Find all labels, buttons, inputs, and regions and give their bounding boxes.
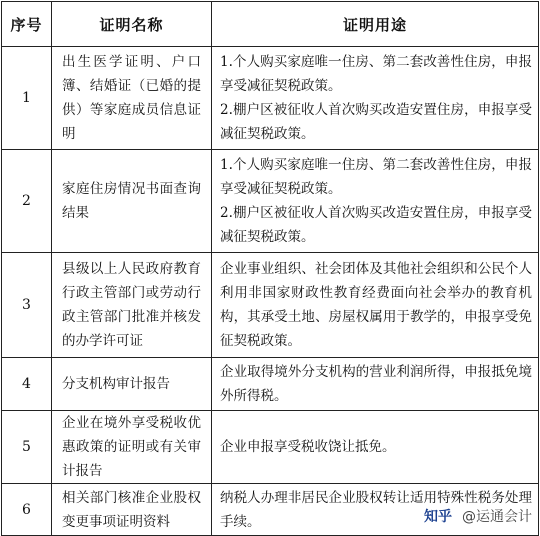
row-certificate-name: 相关部门核准企业股权变更事项证明资料 [52, 484, 212, 536]
table-header-row [2, 2, 539, 47]
use-item: 企业取得境外分支机构的营业利润所得，申报抵免境外所得税。 [220, 364, 532, 404]
row-certificate-use [212, 150, 539, 253]
row-certificate-use [212, 411, 539, 484]
row-certificate-name: 出生医学证明、户口簿、结婚证（已婚的提供）等家庭成员信息证明 [52, 47, 212, 150]
row-certificate-name: 县级以上人民政府教育行政主管部门或劳动行政主管部门批准并核发的办学许可证 [52, 253, 212, 358]
watermark-account: @运通会计 [462, 509, 532, 525]
zhihu-logo: 知乎 [424, 509, 452, 525]
row-index: 3 [2, 253, 52, 358]
header-use: 证明用途 [212, 2, 539, 47]
row-index: 6 [2, 484, 52, 536]
row-certificate-name: 企业在境外享受税收优惠政策的证明或有关审计报告 [52, 411, 212, 484]
use-item: 企业事业组织、社会团体及其他社会组织和公民个人利用非国家财政性教育经费面向社会举办的教育机构，其承受土地、房屋权属用于教学的，申报享受免征契税政策。 [220, 261, 532, 349]
use-item: 纳税人办理非居民企业股权转让适用特殊性税务处理手续。 [220, 489, 532, 530]
watermark [424, 506, 532, 526]
table-row [2, 47, 539, 150]
row-certificate-use [212, 358, 539, 411]
row-certificate-name: 家庭住房情况书面查询结果 [52, 150, 212, 253]
use-item: 2.棚户区被征收人首次购买改造安置住房，申报享受减征契税政策。 [220, 102, 532, 142]
use-item: 1.个人购买家庭唯一住房、第二套改善性住房，申报享受减征契税政策。 [220, 157, 532, 197]
table-row [2, 150, 539, 253]
use-item: 1.个人购买家庭唯一住房、第二套改善性住房，申报享受减征契税政策。 [220, 54, 532, 94]
row-certificate-use [212, 253, 539, 358]
row-index: 2 [2, 150, 52, 253]
table-row [2, 253, 539, 358]
header-index: 序号 [2, 2, 52, 47]
table-row [2, 358, 539, 411]
row-index: 4 [2, 358, 52, 411]
row-certificate-use [212, 47, 539, 150]
header-name: 证明名称 [52, 2, 212, 47]
table-row [2, 411, 539, 484]
use-item: 企业申报享受税收饶让抵免。 [220, 439, 396, 455]
use-item: 2.棚户区被征收人首次购买改造安置住房，申报享受减征契税政策。 [220, 205, 532, 245]
row-certificate-name: 分支机构审计报告 [52, 358, 212, 411]
row-index: 5 [2, 411, 52, 484]
row-index: 1 [2, 47, 52, 150]
certificate-table [1, 1, 539, 536]
